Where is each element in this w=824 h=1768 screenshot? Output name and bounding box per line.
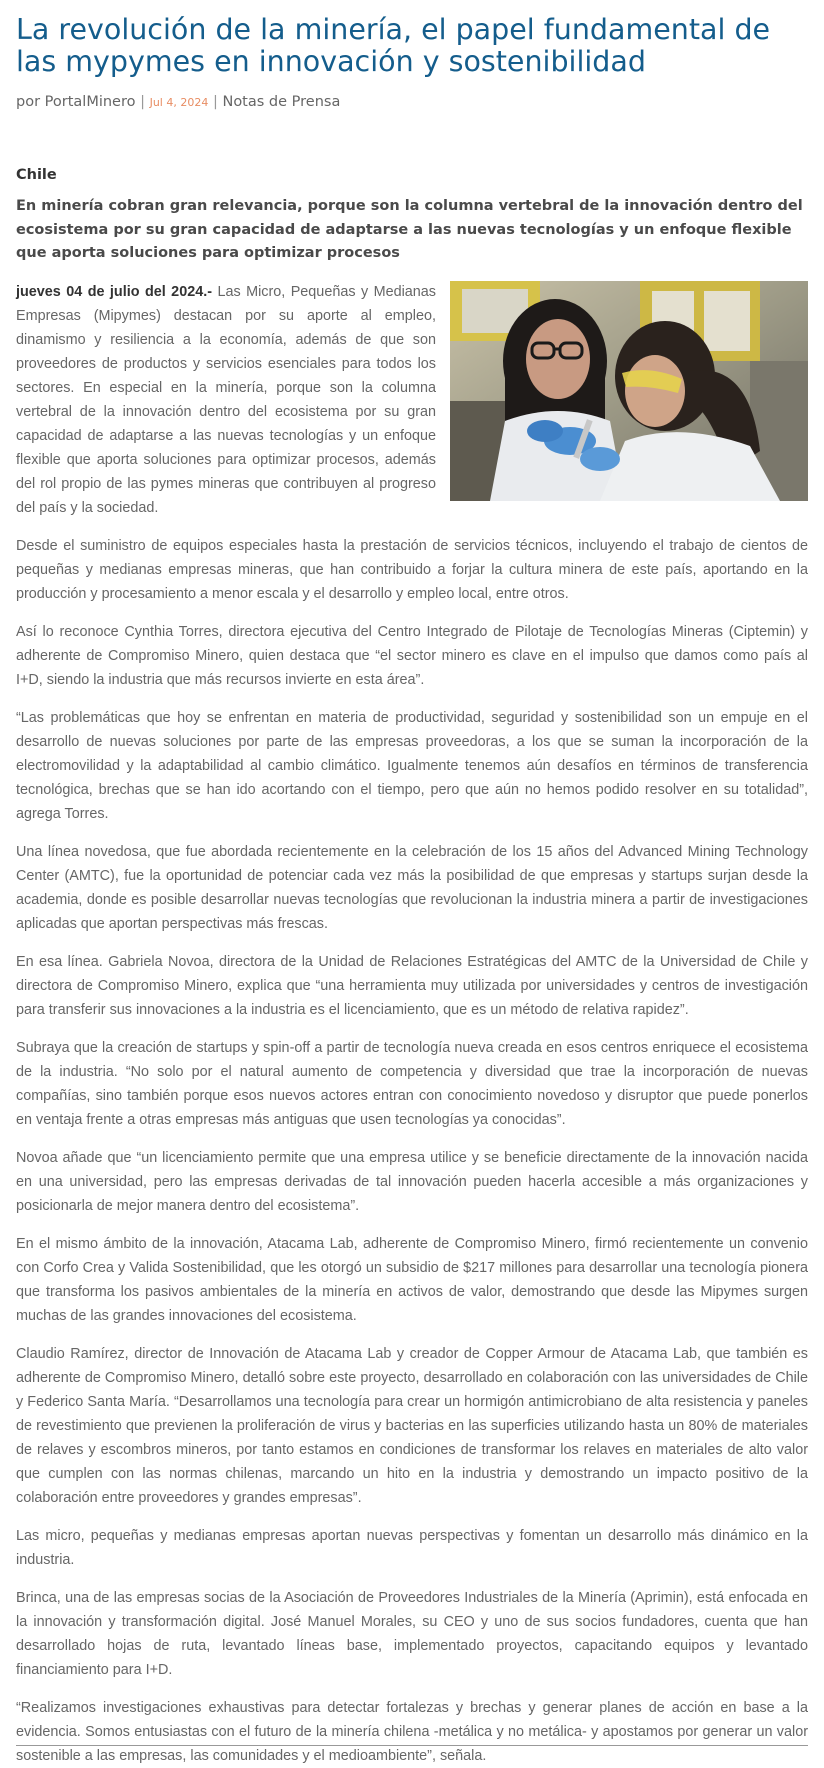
paragraph: En esa línea. Gabriela Novoa, directora de la Unidad de Relaciones Estratégicas del AMTC de la Universidad de Chile y directora de Compromiso Minero, explica que “una herramienta muy utilizada por universidades y centros de investigación para transferir sus innovaciones a la industria es el licenciamiento, que es un método de relativa rapidez”. xyxy=(16,953,808,1018)
dateline: jueves 04 de julio del 2024.- xyxy=(16,283,212,300)
article-photo xyxy=(450,281,808,501)
paragraph: Desde el suministro de equipos especiales hasta la prestación de servicios técnicos, incluyendo el trabajo de cientos de pequeñas y medianas empresas mineras, que han contribuido a forjar la cultura minera de este país, aportando en la producción y procesamiento a menor escala y el desarrollo y empleo local, entre otros. xyxy=(16,537,808,602)
paragraph: Así lo reconoce Cynthia Torres, directora ejecutiva del Centro Integrado de Pilotaje de Tecnologías Mineras (Ciptemin) y adherente de Compromiso Minero, quien destaca que “el sector minero es clave en el impulso que damos como país al I+D, siendo la industria que más recursos invierte en esta área”. xyxy=(16,623,808,688)
post-date: Jul 4, 2024 xyxy=(149,96,209,109)
paragraph: Novoa añade que “un licenciamiento permite que una empresa utilice y se beneficie directamente de la innovación nacida en una universidad, pero las empresas derivadas de tal innovación pueden hacerla accesible a más organizaciones y posicionarla de mejor manera dentro del ecosistema”. xyxy=(16,1149,808,1214)
paragraph: Subraya que la creación de startups y spin-off a partir de tecnología nueva creada en esos centros enriquece el ecosistema de la industria. “No solo por el natural aumento de competencia y diversidad que trae la incorporación de nuevas compañías, sino también porque esos nuevos actores entran con conocimiento novedoso y disruptor que puede ponerlos en ventaja frente a otras empresas más antiguas que usen tecnologías ya conocidas”. xyxy=(16,1039,808,1128)
article xyxy=(0,14,824,1768)
paragraph: “Las problemáticas que hoy se enfrentan en materia de productividad, seguridad y sostenibilidad son un empuje en el desarrollo de nuevas soluciones por parte de las empresas proveedoras, a los que se suman la incorporación de la electromovilidad y la adaptabilidad al cambio climático. Igualmente tenemos aún desafíos en términos de transferencia tecnológica, brechas que se han ido acortando con el tiempo, pero que aún no hemos podido resolver en su totalidad”, agrega Torres. xyxy=(16,709,808,822)
paragraph: “Realizamos investigaciones exhaustivas para detectar fortalezas y brechas y generar planes de acción en base a la evidencia. Somos entusiastas con el futuro de la minería chilena -metálica y no metálica- y apostamos por generar un valor sostenible a las empresas, las comunidades y el medioambiente”, señala. xyxy=(16,1699,808,1764)
meta-separator: | xyxy=(212,94,218,110)
meta-prefix: por xyxy=(16,94,41,110)
paragraph: En el mismo ámbito de la innovación, Atacama Lab, adherente de Compromiso Minero, firmó recientemente un convenio con Corfo Crea y Valida Sostenibilidad, que les otorgó un subsidio de $217 millones para desarrollar una tecnología pionera que transforma los pasivos ambientales de la minería en activos de valor, demostrando que desde las Mipymes surgen muchas de las grandes innovaciones del ecosistema. xyxy=(16,1235,808,1324)
paragraph: Una línea novedosa, que fue abordada recientemente en la celebración de los 15 años del Advanced Mining Technology Center (AMTC), fue la oportunidad de potenciar cada vez más la posibilidad de que empresas y startups surjan desde la academia, donde es posible desarrollar nuevas tecnologías que revolucionan la industria minera a partir de investigaciones aplicadas que aportan perspectivas más frescas. xyxy=(16,843,808,932)
paragraph: Claudio Ramírez, director de Innovación de Atacama Lab y creador de Copper Armour de Atacama Lab, que también es adherente de Compromiso Minero, detalló sobre este proyecto, desarrollado en colaboración con las universidades de Chile y Federico Santa María. “Desarrollamos una tecnología para crear un hormigón antimicrobiano de alta resistencia y paneles de revestimiento que previenen la proliferación de virus y bacterias en las superficies utilizando hasta un 80% de materiales de relaves y escombros mineros, por tanto estamos en condiciones de transformar los relaves en materiales de alto valor que cumplen con las normas chilenas, marcando un hito en la industria y demostrando un impacto positivo de la colaboración entre proveedores y grandes empresas”. xyxy=(16,1345,808,1506)
article-lead: En minería cobran gran relevancia, porque son la columna vertebral de la innovación dentro del ecosistema por su gran capacidad de adaptarse a las nuevas tecnologías y un enfoque flexible que aporta soluciones para optimizar procesos xyxy=(16,198,803,261)
meta-separator: | xyxy=(140,94,145,110)
paragraph: Brinca, una de las empresas socias de la Asociación de Proveedores Industriales de la Minería (Aprimin), está enfocada en la innovación y transformación digital. José Manuel Morales, su CEO y uno de sus socios fundadores, cuenta que han desarrollado hojas de ruta, levantado líneas base, implementado proyectos, capacitando equipos y levantado financiamiento para I+D. xyxy=(16,1589,808,1678)
region-label: Chile xyxy=(16,167,57,183)
bottom-divider xyxy=(16,1745,808,1746)
paragraph: Las micro, pequeñas y medianas empresas aportan nuevas perspectivas y fomentan un desarrollo más dinámico en la industria. xyxy=(16,1527,808,1568)
post-meta xyxy=(16,92,808,113)
article-title: La revolución de la minería, el papel fundamental de las mypymes en innovación y sostenibilidad xyxy=(16,13,771,78)
category-link[interactable]: Notas de Prensa xyxy=(222,94,341,110)
author-link[interactable]: PortalMinero xyxy=(44,94,136,110)
intro-text: Las Micro, Pequeñas y Medianas Empresas (Mipymes) destacan por su aporte al empleo, dinamismo y resiliencia a la economía, además de que son proveedores de productos y servicios esenciales para todos los sectores. En especial en la minería, porque son la columna vertebral de la innovación dentro del ecosistema por su gran capacidad de adaptarse a las nuevas tecnologías y un enfoque flexible que aporta soluciones para optimizar procesos, además del rol propio de las pymes mineras que contribuyen al progreso del país y la sociedad. xyxy=(16,283,436,516)
